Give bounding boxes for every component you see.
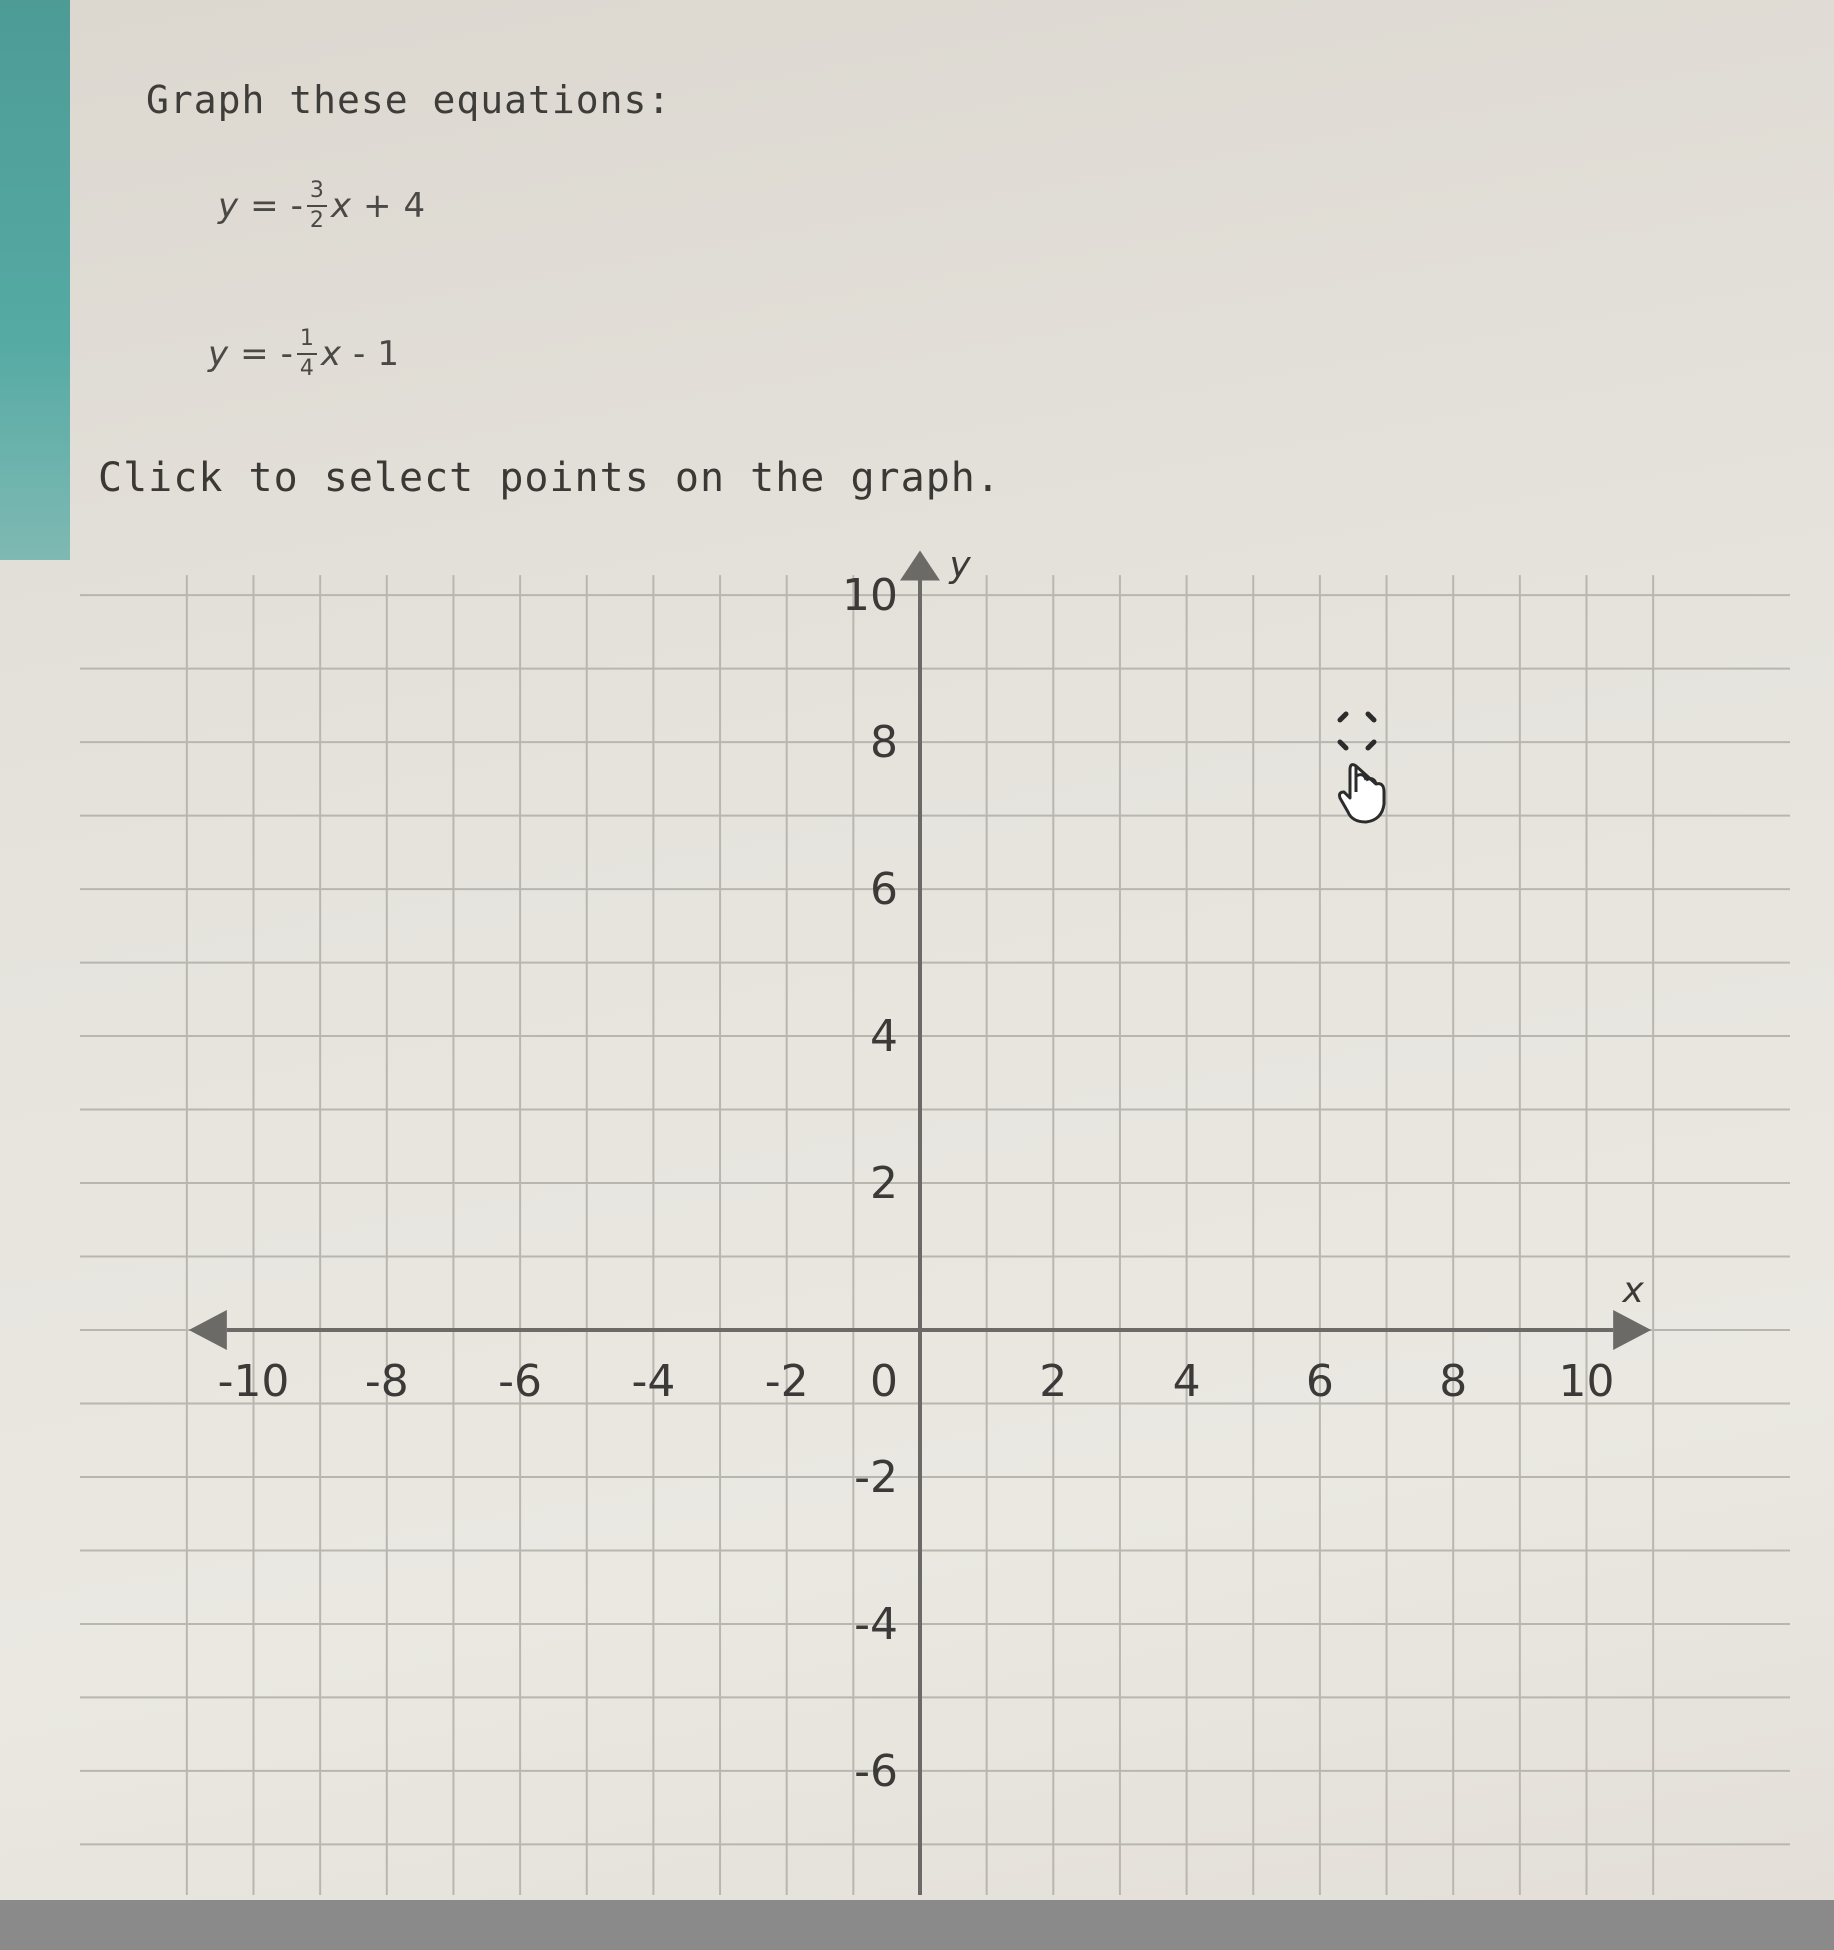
equation-2-var: x: [320, 334, 342, 374]
hand-pointer-icon: [1318, 700, 1408, 830]
x-tick-label: 6: [1305, 1356, 1334, 1407]
equation-1-denominator: 2: [309, 208, 324, 233]
equation-2-lhs: y: [208, 334, 229, 374]
x-axis-label: x: [1622, 1270, 1644, 1311]
graph-prompt: Click to select points on the graph.: [98, 455, 1001, 501]
equation-2-op: -: [353, 334, 366, 374]
equation-1-constant: 4: [403, 186, 426, 226]
y-tick-label: 8: [870, 717, 898, 769]
equation-2-equals: =: [240, 334, 269, 374]
equation-1-equals: =: [250, 186, 279, 226]
equation-2-constant: 1: [377, 334, 399, 374]
equation-2-denominator: 4: [299, 356, 314, 381]
x-tick-label: -6: [498, 1356, 543, 1407]
equation-1-lhs: y: [218, 186, 239, 226]
equation-1-sign: -: [290, 186, 303, 226]
equation-2-numerator: 1: [297, 328, 317, 355]
x-tick-label: 4: [1172, 1356, 1201, 1407]
axes: [189, 550, 1651, 1895]
equation-1-numerator: 3: [307, 180, 327, 207]
tick-labels: [218, 544, 1645, 1796]
equation-1-op: +: [363, 186, 392, 226]
y-tick-label: 2: [870, 1158, 898, 1210]
instruction-text: Graph these equations:: [146, 78, 672, 122]
y-tick-label: -4: [854, 1598, 898, 1650]
x-tick-label: 0: [870, 1356, 898, 1407]
bottom-bar: [0, 1900, 1834, 1950]
point-target-icon: [1340, 714, 1374, 748]
x-tick-label: 2: [1039, 1356, 1068, 1407]
x-tick-label: -8: [364, 1356, 409, 1407]
grid-lines: [80, 575, 1790, 1895]
y-axis-label: y: [949, 544, 971, 586]
y-axis-top-arrow: [900, 550, 940, 580]
x-tick-label: -2: [764, 1356, 809, 1407]
y-tick-label: -2: [854, 1451, 898, 1503]
x-axis-right-arrow: [1613, 1310, 1651, 1350]
x-tick-label: -10: [217, 1356, 290, 1407]
x-tick-label: -4: [631, 1356, 676, 1407]
x-tick-label: 10: [1558, 1356, 1615, 1407]
y-tick-label: -6: [854, 1745, 898, 1797]
x-tick-label: 8: [1439, 1356, 1468, 1407]
y-tick-label: 6: [870, 864, 898, 916]
y-tick-label: 10: [842, 570, 898, 622]
equation-2-sign: -: [280, 334, 293, 374]
equation-1-var: x: [330, 186, 352, 226]
y-tick-label: 4: [870, 1011, 898, 1063]
x-axis-left-arrow: [189, 1310, 227, 1350]
